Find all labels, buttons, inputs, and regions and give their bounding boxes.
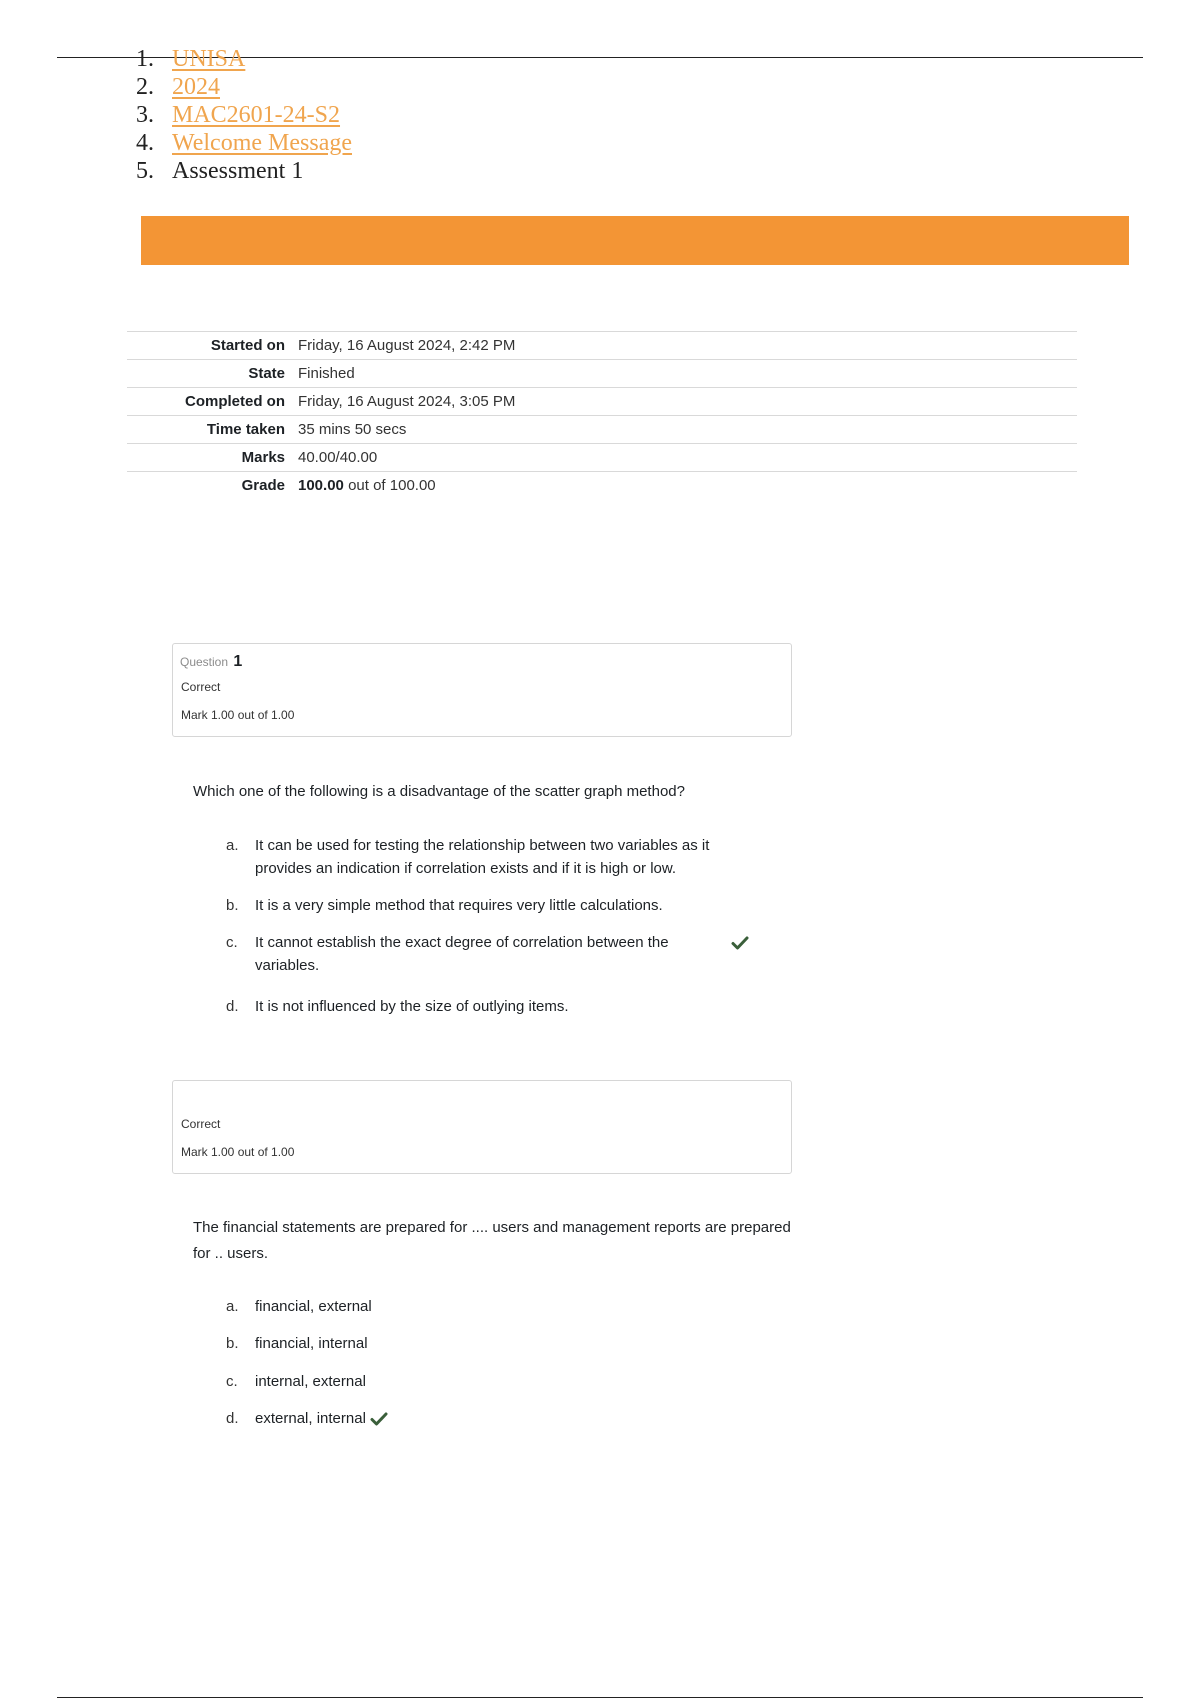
time-taken-label: Time taken bbox=[127, 416, 298, 444]
answer-text: It cannot establish the exact degree of correlation between the variables. bbox=[255, 934, 669, 974]
state-value: Finished bbox=[298, 360, 1077, 388]
check-icon bbox=[370, 1407, 388, 1430]
answer-letter: a. bbox=[226, 1298, 239, 1315]
attempt-summary-table bbox=[127, 331, 1077, 499]
question-state: Correct bbox=[181, 1117, 221, 1131]
answer-option[interactable] bbox=[226, 931, 749, 977]
started-value: Friday, 16 August 2024, 2:42 PM bbox=[298, 332, 1077, 360]
grade-score: 100.00 bbox=[298, 477, 344, 494]
answer-text: financial, external bbox=[255, 1298, 372, 1315]
question-info-box bbox=[172, 643, 792, 737]
marks-label: Marks bbox=[127, 444, 298, 472]
breadcrumb-number: 5. bbox=[136, 158, 154, 184]
answer-letter: d. bbox=[226, 998, 239, 1015]
breadcrumb-link-welcome[interactable]: Welcome Message bbox=[172, 130, 352, 156]
answer-text: It is a very simple method that requires very little calculations. bbox=[255, 897, 663, 914]
breadcrumb-number: 4. bbox=[136, 130, 154, 156]
question-grade: Mark 1.00 out of 1.00 bbox=[181, 708, 295, 722]
breadcrumb-number: 3. bbox=[136, 102, 154, 128]
breadcrumb-item bbox=[136, 101, 352, 129]
question-text: The financial statements are prepared for .... users and management reports are prepared for .. users. bbox=[193, 1219, 791, 1262]
answer-letter: d. bbox=[226, 1410, 239, 1427]
breadcrumb-link-year[interactable]: 2024 bbox=[172, 74, 220, 100]
answer-text: It can be used for testing the relationship between two variables as it provides an indication if correlation exists and if it is high or low. bbox=[255, 837, 710, 877]
answer-option[interactable] bbox=[226, 1370, 755, 1393]
answer-option[interactable] bbox=[226, 995, 755, 1018]
answer-letter: c. bbox=[226, 1373, 238, 1390]
header-banner bbox=[141, 216, 1129, 265]
breadcrumb-number: 2. bbox=[136, 74, 154, 100]
answer-option[interactable] bbox=[226, 1407, 388, 1430]
completed-value: Friday, 16 August 2024, 3:05 PM bbox=[298, 388, 1077, 416]
state-label: State bbox=[127, 360, 298, 388]
time-taken-value: 35 mins 50 secs bbox=[298, 416, 1077, 444]
answer-letter: c. bbox=[226, 934, 238, 951]
breadcrumb-item bbox=[136, 157, 352, 185]
answer-text: financial, internal bbox=[255, 1335, 368, 1352]
answer-text: It is not influenced by the size of outlying items. bbox=[255, 998, 569, 1015]
answer-option[interactable] bbox=[226, 1332, 755, 1355]
answer-text: external, internal bbox=[255, 1410, 366, 1427]
breadcrumb-current: Assessment 1 bbox=[172, 158, 304, 184]
started-label: Started on bbox=[127, 332, 298, 360]
question-number-label: Question bbox=[180, 655, 229, 669]
completed-label: Completed on bbox=[127, 388, 298, 416]
question-number-value: 1 bbox=[233, 653, 243, 670]
answer-letter: b. bbox=[226, 897, 239, 914]
breadcrumb-link-course[interactable]: MAC2601-24-S2 bbox=[172, 102, 341, 128]
grade-value bbox=[298, 472, 1077, 500]
question-state: Correct bbox=[181, 680, 221, 694]
question-grade: Mark 1.00 out of 1.00 bbox=[181, 1145, 295, 1159]
bottom-divider bbox=[57, 1697, 1143, 1698]
grade-out-of: out of 100.00 bbox=[348, 477, 436, 494]
answer-letter: b. bbox=[226, 1335, 239, 1352]
question-number bbox=[180, 653, 242, 671]
question-text: Which one of the following is a disadvantage of the scatter graph method? bbox=[193, 783, 685, 800]
breadcrumb bbox=[136, 45, 352, 185]
question-info-box bbox=[172, 1080, 792, 1174]
breadcrumb-number: 1. bbox=[136, 46, 154, 72]
breadcrumb-item bbox=[136, 73, 352, 101]
answer-option[interactable] bbox=[226, 834, 755, 880]
answer-text: internal, external bbox=[255, 1373, 366, 1390]
check-icon bbox=[731, 931, 749, 954]
breadcrumb-item bbox=[136, 45, 352, 73]
answer-letter: a. bbox=[226, 837, 239, 854]
grade-label: Grade bbox=[241, 477, 285, 494]
breadcrumb-link-unisa[interactable]: UNISA bbox=[172, 46, 246, 72]
marks-value: 40.00/40.00 bbox=[298, 444, 1077, 472]
breadcrumb-item bbox=[136, 129, 352, 157]
answer-option[interactable] bbox=[226, 894, 755, 917]
answer-option[interactable] bbox=[226, 1295, 755, 1318]
